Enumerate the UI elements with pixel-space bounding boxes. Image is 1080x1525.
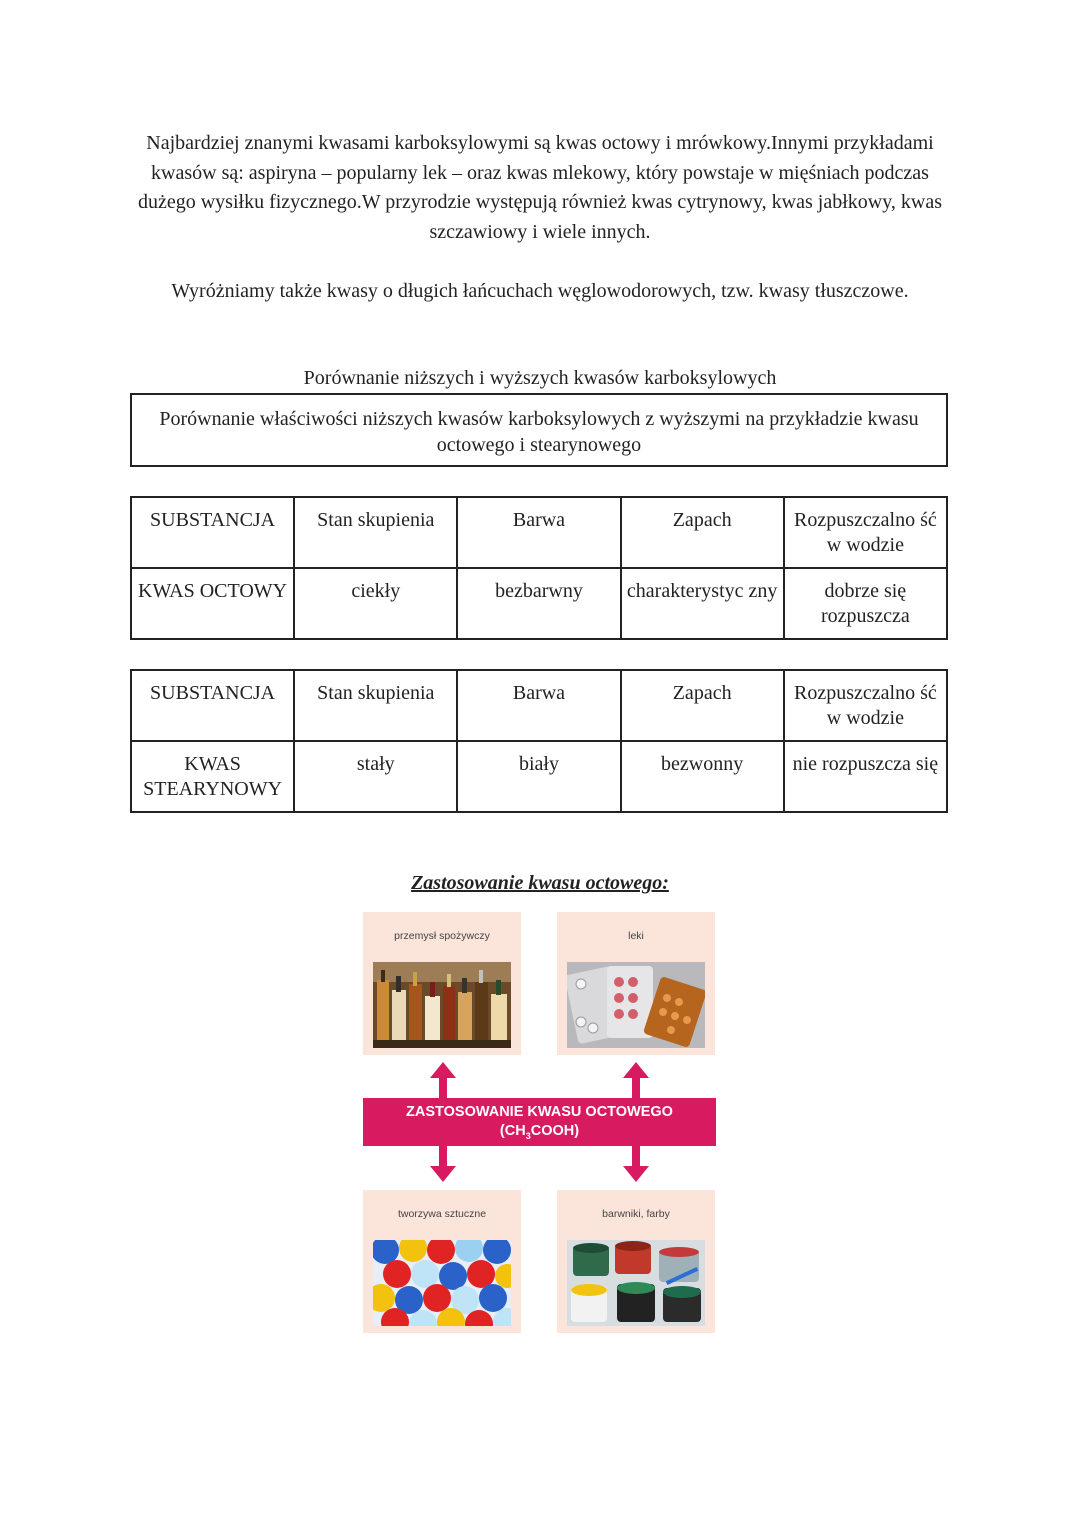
comparison-description-box: Porównanie właściwości niższych kwasów karboksylowych z wyższymi na przykładzie kwasu octowego i stearynowego <box>130 393 948 467</box>
table-row <box>131 741 947 812</box>
solubility-cell: dobrze się rozpuszcza <box>784 568 947 639</box>
table-header-row <box>131 670 947 741</box>
use-tile-food-industry <box>363 912 521 1055</box>
use-tile-medicines <box>557 912 715 1055</box>
formula-subscript: 3 <box>525 1130 531 1141</box>
table-row <box>131 568 947 639</box>
use-tile-label: przemysł spożywczy <box>394 930 490 942</box>
intro-paragraph-2: Wyróżniamy także kwasy o długich łańcuchach węglowodorowych, tzw. kwasy tłuszczowe. <box>171 280 909 302</box>
header-cell: SUBSTANCJA <box>131 670 294 741</box>
color-cell: bezbarwny <box>457 568 620 639</box>
header-cell: Stan skupienia <box>294 497 457 568</box>
substance-cell: KWAS OCTOWY <box>131 568 294 639</box>
banner-formula <box>363 1122 716 1146</box>
table-header-row <box>131 497 947 568</box>
uses-banner <box>363 1098 716 1146</box>
banner-title: ZASTOSOWANIE KWASU OCTOWEGO <box>406 1104 673 1120</box>
intro-paragraph-1: Najbardziej znanymi kwasami karboksylowymi są kwas octowy i mrówkowy.Innymi przykładami kwasów są: aspiryna – popularny lek – oraz kwas mlekowy, który powstaje w mięśniach podczas dużego wysiłku fizycznego.W przyrodzie występują również kwas cytrynowy, kwas jabłkowy, kwas szczawiowy i wiele innych. <box>137 132 943 243</box>
header-cell: Rozpuszczalno ść w wodzie <box>784 497 947 568</box>
uses-title: Zastosowanie kwasu octowego: <box>411 872 669 894</box>
header-cell: SUBSTANCJA <box>131 497 294 568</box>
smell-cell: charakterystyc zny <box>621 568 784 639</box>
solubility-cell: nie rozpuszcza się <box>784 741 947 812</box>
header-cell: Zapach <box>621 497 784 568</box>
use-tile-paints <box>557 1190 715 1333</box>
header-cell: Zapach <box>621 670 784 741</box>
smell-cell: bezwonny <box>621 741 784 812</box>
stearic-acid-table <box>130 669 948 813</box>
state-cell: stały <box>294 741 457 812</box>
header-cell: Rozpuszczalno ść w wodzie <box>784 670 947 741</box>
use-tile-label: leki <box>628 930 644 942</box>
use-tile-label: tworzywa sztuczne <box>397 1208 487 1220</box>
formula-part: COOH) <box>530 1123 580 1139</box>
use-tile-label: barwniki, farby <box>602 1208 670 1220</box>
arrow-down-icon <box>623 1144 649 1182</box>
substance-cell: KWAS STEARYNOWY <box>131 741 294 812</box>
comparison-caption: Porównanie niższych i wyższych kwasów karboksylowych <box>303 367 777 389</box>
header-cell: Barwa <box>457 670 620 741</box>
header-cell: Stan skupienia <box>294 670 457 741</box>
acetic-acid-table <box>130 496 948 640</box>
color-cell: biały <box>457 741 620 812</box>
bottles-photo <box>373 962 511 1048</box>
header-cell: Barwa <box>457 497 620 568</box>
arrow-down-icon <box>430 1144 456 1182</box>
paint-jars-photo <box>567 1240 705 1326</box>
formula-part: (CH <box>499 1123 526 1139</box>
pills-photo <box>567 962 705 1048</box>
use-tile-plastics <box>363 1190 521 1333</box>
plastic-caps-photo <box>373 1240 511 1326</box>
arrow-up-icon <box>623 1062 649 1100</box>
arrow-up-icon <box>430 1062 456 1100</box>
state-cell: ciekły <box>294 568 457 639</box>
